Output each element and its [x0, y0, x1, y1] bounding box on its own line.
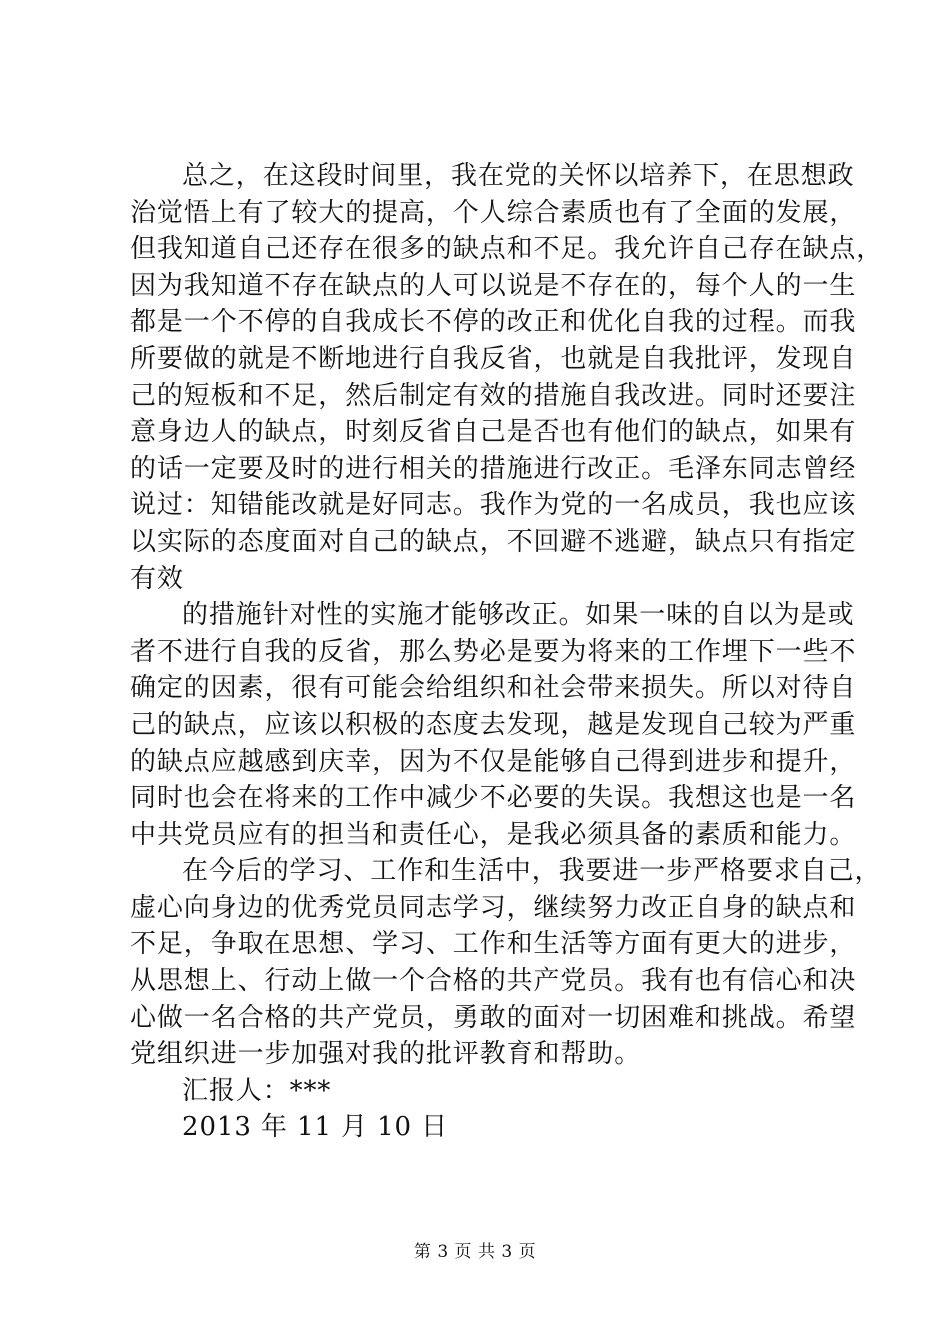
text-line: 心做一名合格的共产党员，勇敢的面对一切困难和挑战。希望	[130, 1002, 857, 1033]
text-line: 的缺点应越感到庆幸，因为不仅是能够自己得到进步和提升，	[130, 746, 857, 777]
text-line: 者不进行自我的反省，那么势必是要为将来的工作埋下一些不	[130, 636, 857, 667]
date-line: 2013 年 11 月 10 日	[182, 1112, 449, 1143]
text-line: 以实际的态度面对自己的缺点，不回避不逃避，缺点只有指定	[130, 526, 857, 557]
text-line: 说过：知错能改就是好同志。我作为党的一名成员，我也应该	[130, 490, 857, 521]
text-line: 所要做的就是不断地进行自我反省，也就是自我批评，发现自	[130, 343, 857, 374]
text-line: 党组织进一步加强对我的批评教育和帮助。	[130, 1039, 642, 1070]
text-line: 同时也会在将来的工作中减少不必要的失误。我想这也是一名	[130, 783, 857, 814]
document-body	[130, 158, 884, 1146]
text-line: 的措施针对性的实施才能够改正。如果一味的自以为是或	[182, 600, 855, 631]
text-line: 的话一定要及时的进行相关的措施进行改正。毛泽东同志曾经	[130, 453, 857, 484]
text-line: 中共党员应有的担当和责任心，是我必须具备的素质和能力。	[130, 819, 857, 850]
text-line: 治觉悟上有了较大的提高，个人综合素质也有了全面的发展，	[130, 197, 857, 228]
text-line: 确定的因素，很有可能会给组织和社会带来损失。所以对待自	[130, 673, 857, 704]
text-line: 都是一个不停的自我成长不停的改正和优化自我的过程。而我	[130, 307, 857, 338]
text-line: 有效	[130, 563, 184, 594]
text-line: 意身边人的缺点，时刻反省自己是否也有他们的缺点，如果有	[130, 417, 857, 448]
text-line: 因为我知道不存在缺点的人可以说是不存在的，每个人的一生	[130, 270, 857, 301]
text-line: 在今后的学习、工作和生活中，我要进一步严格要求自己，	[182, 856, 882, 887]
page-footer: 第 3 页 共 3 页	[413, 1242, 537, 1262]
text-line: 从思想上、行动上做一个合格的共产党员。我有也有信心和决	[130, 966, 857, 997]
text-line: 虚心向身边的优秀党员同志学习，继续努力改正自身的缺点和	[130, 892, 857, 923]
text-line: 总之，在这段时间里，我在党的关怀以培养下，在思想政	[182, 161, 855, 191]
text-line: 不足，争取在思想、学习、工作和生活等方面有更大的进步，	[130, 929, 857, 960]
text-line: 己的缺点，应该以积极的态度去发现，越是发现自己较为严重	[130, 709, 857, 740]
reporter-line: 汇报人：***	[182, 1075, 332, 1106]
text-line: 但我知道自己还存在很多的缺点和不足。我允许自己存在缺点，	[130, 234, 884, 265]
text-line: 己的短板和不足，然后制定有效的措施自我改进。同时还要注	[130, 380, 857, 411]
